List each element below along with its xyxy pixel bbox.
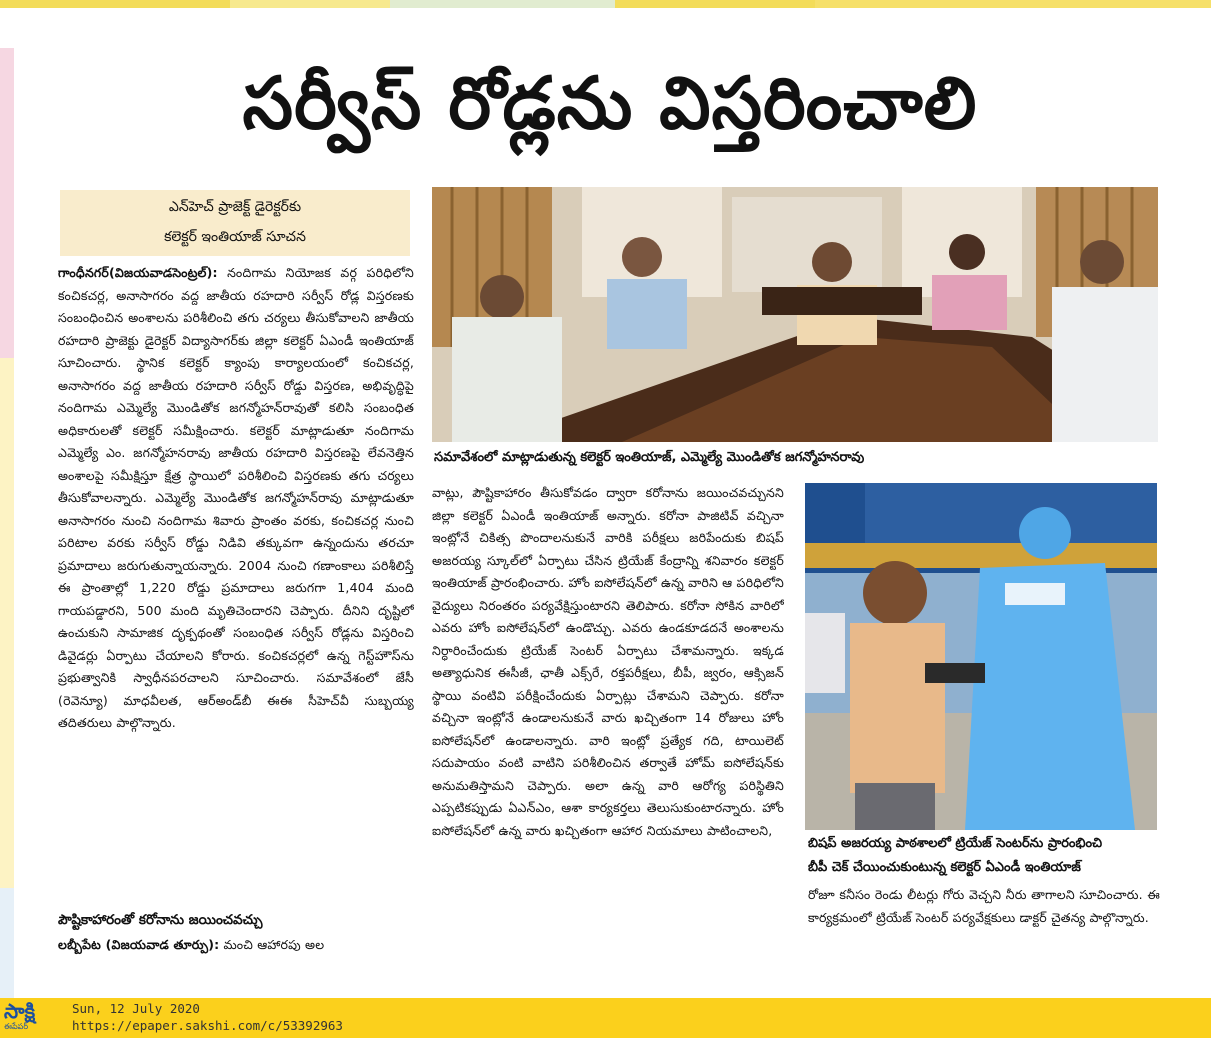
subheading-line-1: ఎన్‌హెచ్ ప్రాజెక్ట్ డైరెక్టర్‌కు: [168, 199, 302, 215]
meeting-photo-caption: సమావేశంలో మాట్లాడుతున్న కలెక్టర్ ఇంతియాజ్, ఎమ్మెల్యే మొండితోక జగన్మోహనరావు: [434, 450, 865, 465]
second-article-column-3: [808, 884, 1160, 956]
headline: సర్వీస్ రోడ్లను విస్తరించాలి: [242, 60, 978, 145]
bp-check-caption: [808, 832, 1160, 880]
logo-subtext: ఈపేపర్: [4, 1022, 29, 1031]
meeting-photo: [432, 187, 1158, 442]
second-article-body: వాట్లు, పౌష్టికాహారం తీసుకోవడం ద్వారా కరోనాను జయించవచ్చునని జిల్లా కలెక్టర్ ఏఎండీ ఇంతియాజ్ అన్నారు. కరోనా పాజిటివ్ వచ్చినా ఇంట్లోనే చికిత్స పొందాలనుకునే వారికి పరీక్షలు జరిపేందుకు బిషప్ అజరయ్య స్కూల్‌లో ఏర్పాటు చేసిన ట్రియేజ్ కేంద్రాన్ని శనివారం కలెక్టర్ ఇంతియాజ్ ప్రారంభించారు. హోం ఐసోలేషన్‌లో ఉన్న వారిని ఆ పరిధిలోని వైద్యులు నిరంతరం పర్యవేక్షిస్తుంటారని తెలిపారు. కరోనా సోకిన వారిలో ఎవరు హోం ఐసోలేషన్‌లో ఉండొచ్చు. ఎవరు ఉండకూడదనే అంశాలను నిర్ధారించేందుకు ట్రియేజ్ సెంటర్ ఏర్పాటు చేశామన్నారు. ఇక్కడ అత్యాధునిక ఈసీజీ, ఛాతీ ఎక్స్‌రే, రక్తపరీక్షలు, బీపీ, జ్వరం, ఆక్సిజన్ స్థాయి వంటివి పరీక్షించేందుకు ఏర్పాట్లు చేశామని చెప్పారు. కరోనా వచ్చినా ఇంట్లోనే ఉండాలనుకునే వారు ఖచ్చితంగా 14 రోజులు హోం ఐసోలేషన్‌లో ఉండాలన్నారు. వారి ఇంట్లో ప్రత్యేక గది, టాయిలెట్ సదుపాయం వంటి వాటిని పరిశీలించిన తర్వాతే హోమ్ ఐసోలేషన్‌కు అనుమతిస్తామని చెప్పారు. అలా ఉన్న వారి ఆరోగ్య పరిస్థితిని ఎప్పటికప్పుడు ఏఎన్‌ఎం, ఆశా కార్యకర్తలు తెలుసుకుంటారన్నారు. హోం ఐసోలేషన్‌లో ఉన్న వారు ఖచ్చితంగా ఆహార నియమాలు పాటించాలని,: [432, 485, 784, 838]
footer-url[interactable]: https://epaper.sakshi.com/c/53392963: [72, 1018, 343, 1033]
second-article-lead-text: మంచి ఆహారపు అల: [223, 937, 325, 952]
bp-check-photo: [805, 483, 1157, 830]
second-article-heading: పౌష్టికాహారంతో కరోనాను జయించవచ్చు: [58, 912, 263, 928]
footer-info: [72, 1000, 343, 1034]
footer-bar: [0, 998, 1211, 1038]
article-column-1: [58, 262, 414, 908]
article-dateline: గాంధీనగర్(విజయవాడసెంట్రల్):: [58, 265, 218, 280]
logo-text: సాక్షి: [4, 999, 36, 1023]
left-margin-strip: [0, 8, 14, 998]
bp-check-caption-line-2: బీపీ చెక్ చేయించుకుంటున్న కలెక్టర్ ఏఎండీ ఇంతియాజ్: [808, 860, 1081, 875]
second-article-column-2: [432, 482, 784, 962]
top-color-bar: [0, 0, 1211, 8]
subheading-line-2: కలెక్టర్ ఇంతియాజ్ సూచన: [164, 229, 306, 245]
article-body: నందిగామ నియోజక వర్గ పరిధిలోని కంచికచర్ల, అనాసాగరం వద్ద జాతీయ రహదారి సర్వీస్ రోడ్ల విస్తరణకు సంబంధించిన అంశాలను పరిశీలించి తగు చర్యలు తీసుకోవాలని జాతీయ రహదారి ప్రాజెక్టు డైరెక్టర్ విద్యాసాగర్‌కు జిల్లా కలెక్టర్ ఏఎండీ ఇంతియాజ్ సూచించారు. స్థానిక కలెక్టర్ క్యాంపు కార్యాలయంలో కంచికచర్ల, అనాసాగరం వద్ద జాతీయ రహదారి సర్వీస్ రోడ్డు విస్తరణ, అభివృద్ధిపై నందిగామ ఎమ్మెల్యే మొండితోక జగన్మోహన్‌రావుతో కలిసి సంబంధిత అధికారులతో కలెక్టర్ సమీక్షించారు. కలెక్టర్ మాట్లాడుతూ నందిగామ ఎమ్మెల్యే ఎం. జగన్మోహనరావు జాతీయ రహదారి విస్తరణపై లేవనెత్తిన అంశాలపై సమీక్షిస్తూ క్షేత్ర స్థాయిలో పరిశీలించి విస్తరణకు తగు చర్యలు తీసుకోవాలన్నారు. ఎమ్మెల్యే మొండితోక జగన్మోహన్‌రావు మాట్లాడుతూ అనాసాగరం నుంచి నందిగామ శివారు ప్రాంతం వరకు, కంచికచర్ల నుంచి పరిటాల వరకు సర్వీస్ రోడ్డు నిడివి తక్కువగా ఉన్నందును తరచూ ప్రమాదాలు జరుగుతున్నాయన్నారు. 2004 నుంచి గణాంకాలు పరిశీలిస్తే ఈ ప్రాంతాల్లో 1,220 రోడ్డు ప్రమాదాలు జరుగగా 1,404 మంది గాయపడ్డారని, 500 మంది మృతిచెందారని చెప్పారు. దీనిని దృష్టిలో ఉంచుకుని సామాజిక దృక్పథంతో సంబంధిత సర్వీస్ రోడ్లను విస్తరించి డివైడర్లు ఏర్పాటు చేయాలని కోరారు. కంచికచర్లలో ఉన్న గెస్ట్‌హౌస్‌ను ప్రభుత్వానికి స్వాధీనపరచాలని సూచించారు. సమావేశంలో జేసీ (రెవెన్యూ) మాధవీలత, ఆర్‌అండ్‌బీ ఈఈ సీహెచ్‌వీ సుబ్బయ్య తదితరులు పాల్గొన్నారు.: [58, 265, 414, 730]
bp-check-caption-line-1: బిషప్ అజరయ్య పాఠశాలలో ట్రియేజ్ సెంటర్‌ను ప్రారంభించి: [808, 836, 1103, 851]
second-article-lead: [58, 934, 418, 958]
subheading-box: [60, 190, 410, 256]
sakshi-logo: [4, 1000, 64, 1034]
second-article-body-end: రోజూ కనీసం రెండు లీటర్లు గోరు వెచ్చని నీరు తాగాలని సూచించారు. ఈ కార్యక్రమంలో ట్రియేజ్ సెంటర్ పర్యవేక్షకులు డాక్టర్ చైతన్య పాల్గొన్నారు.: [808, 887, 1160, 925]
second-article-dateline: లబ్బీపేట (విజయవాడ తూర్పు):: [58, 937, 220, 952]
footer-date: Sun, 12 July 2020: [72, 1001, 200, 1016]
